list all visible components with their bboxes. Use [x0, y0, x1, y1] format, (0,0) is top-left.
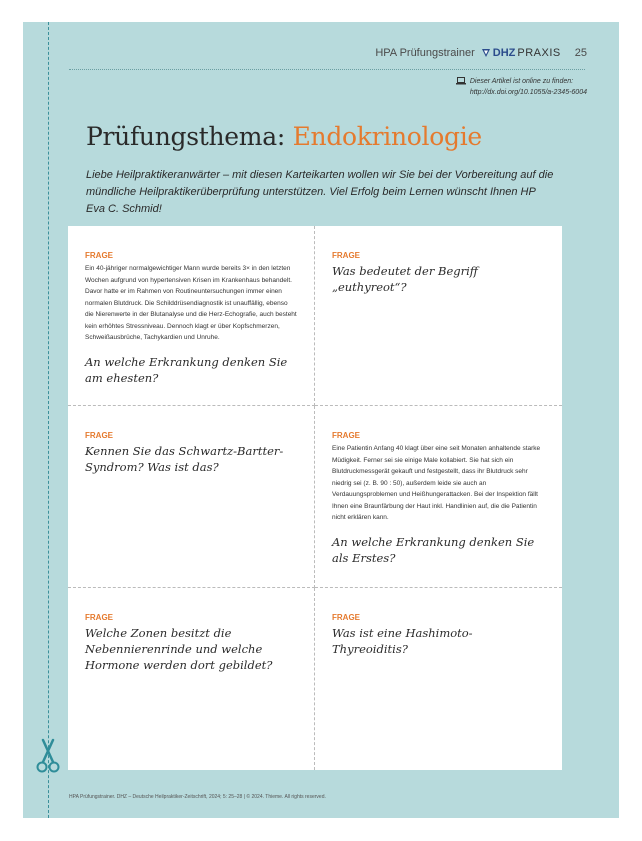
card-label: FRAGE	[332, 431, 360, 440]
logo-praxis-text: PRAXIS	[517, 47, 561, 59]
online-notice-link[interactable]: http://dx.doi.org/10.1055/a-2345-6004	[469, 89, 587, 96]
online-notice-text: Dieser Artikel ist online zu finden:	[469, 78, 574, 85]
page-title	[86, 122, 482, 151]
page-footer: HPA Prüfungstrainer. DHZ – Deutsche Heilpraktiker-Zeitschrift, 2024; 5: 25–28 | © 2024. Thieme. All rights reserved.	[69, 794, 326, 800]
card-question: Was ist eine Hashimoto-Thyreoiditis?	[332, 626, 473, 656]
online-notice	[470, 76, 587, 98]
card-label: FRAGE	[332, 613, 360, 622]
flashcard-grid	[68, 226, 562, 770]
card-label: FRAGE	[85, 613, 113, 622]
card-question: Welche Zonen besitzt die Nebennierenrinde und welche Hormone werden dort gebildet?	[85, 626, 273, 672]
flashcard	[68, 226, 315, 406]
card-case: Eine Patientin Anfang 40 klagt über eine seit Monaten anhaltende starke Müdigkeit. Ferner sei sie einige Male kollabiert. Sie hat sich ein Blutdruckmessgerät gekauft und festgestellt, dass ihr Blutdruck sehr niedrig sei (z. B. 90 : 50), außerdem leide sie auch an Verdauungsproblemen und Heißhungerattacken. Bei der Inspektion fällt Ihnen eine Braunfärbung der Haut inkl. Handlinien auf, die die Patientin nicht erklären kann.	[332, 445, 541, 521]
laptop-icon	[456, 77, 466, 85]
card-label: FRAGE	[85, 431, 113, 440]
card-label: FRAGE	[85, 251, 113, 260]
flashcard	[68, 588, 315, 770]
page-number: 25	[574, 47, 587, 59]
logo-dhz-text: DHZ	[492, 47, 516, 59]
title-prefix: Prüfungsthema:	[86, 122, 293, 151]
page-header	[375, 47, 587, 59]
card-question: Was bedeutet der Begriff „euthyreot“?	[332, 264, 478, 294]
card-label: FRAGE	[332, 251, 360, 260]
flashcard	[315, 406, 562, 588]
scissors-icon	[36, 738, 60, 774]
flashcard	[315, 226, 562, 406]
intro-text: Liebe Heilpraktikeranwärter – mit diesen Karteikarten wollen wir Sie bei der Vorbereitung auf die mündliche Heilpraktikerüberprüfung unterstützen. Viel Erfolg beim Lernen wünscht Ihnen HP Eva C. Schmid!	[86, 169, 554, 215]
card-case: Ein 40-jähriger normalgewichtiger Mann wurde bereits 3× in den letzten Wochen aufgrund von hypertensiven Krisen im Krankenhaus behandelt. Davor hatte er im Rahmen von Routineuntersuchungen immer einen normalen Blutdruck. Die Schilddrüsendiagnostik ist unauffällig, ebenso die Nierenwerte in der Blutanalyse und die Herz-Echografie, auch besteht kein erhöhtes Stressniveau. Dennoch klagt er über Kopfschmerzen, Schweißausbrüche, Tachykardien und Unruhe.	[85, 265, 297, 341]
card-question: Kennen Sie das Schwartz-Bartter-Syndrom? Was ist das?	[85, 444, 284, 474]
header-divider	[69, 69, 585, 70]
dhz-logo-icon	[481, 48, 491, 58]
title-accent: Endokrinologie	[292, 122, 482, 151]
flashcard	[315, 588, 562, 770]
dhz-logo	[481, 47, 561, 59]
header-label: HPA Prüfungstrainer	[375, 47, 475, 59]
cut-line	[48, 22, 49, 818]
flashcard	[68, 406, 315, 588]
card-question: An welche Erkrankung denken Sie als Erstes?	[332, 534, 535, 565]
card-question: An welche Erkrankung denken Sie am ehesten?	[85, 354, 288, 385]
